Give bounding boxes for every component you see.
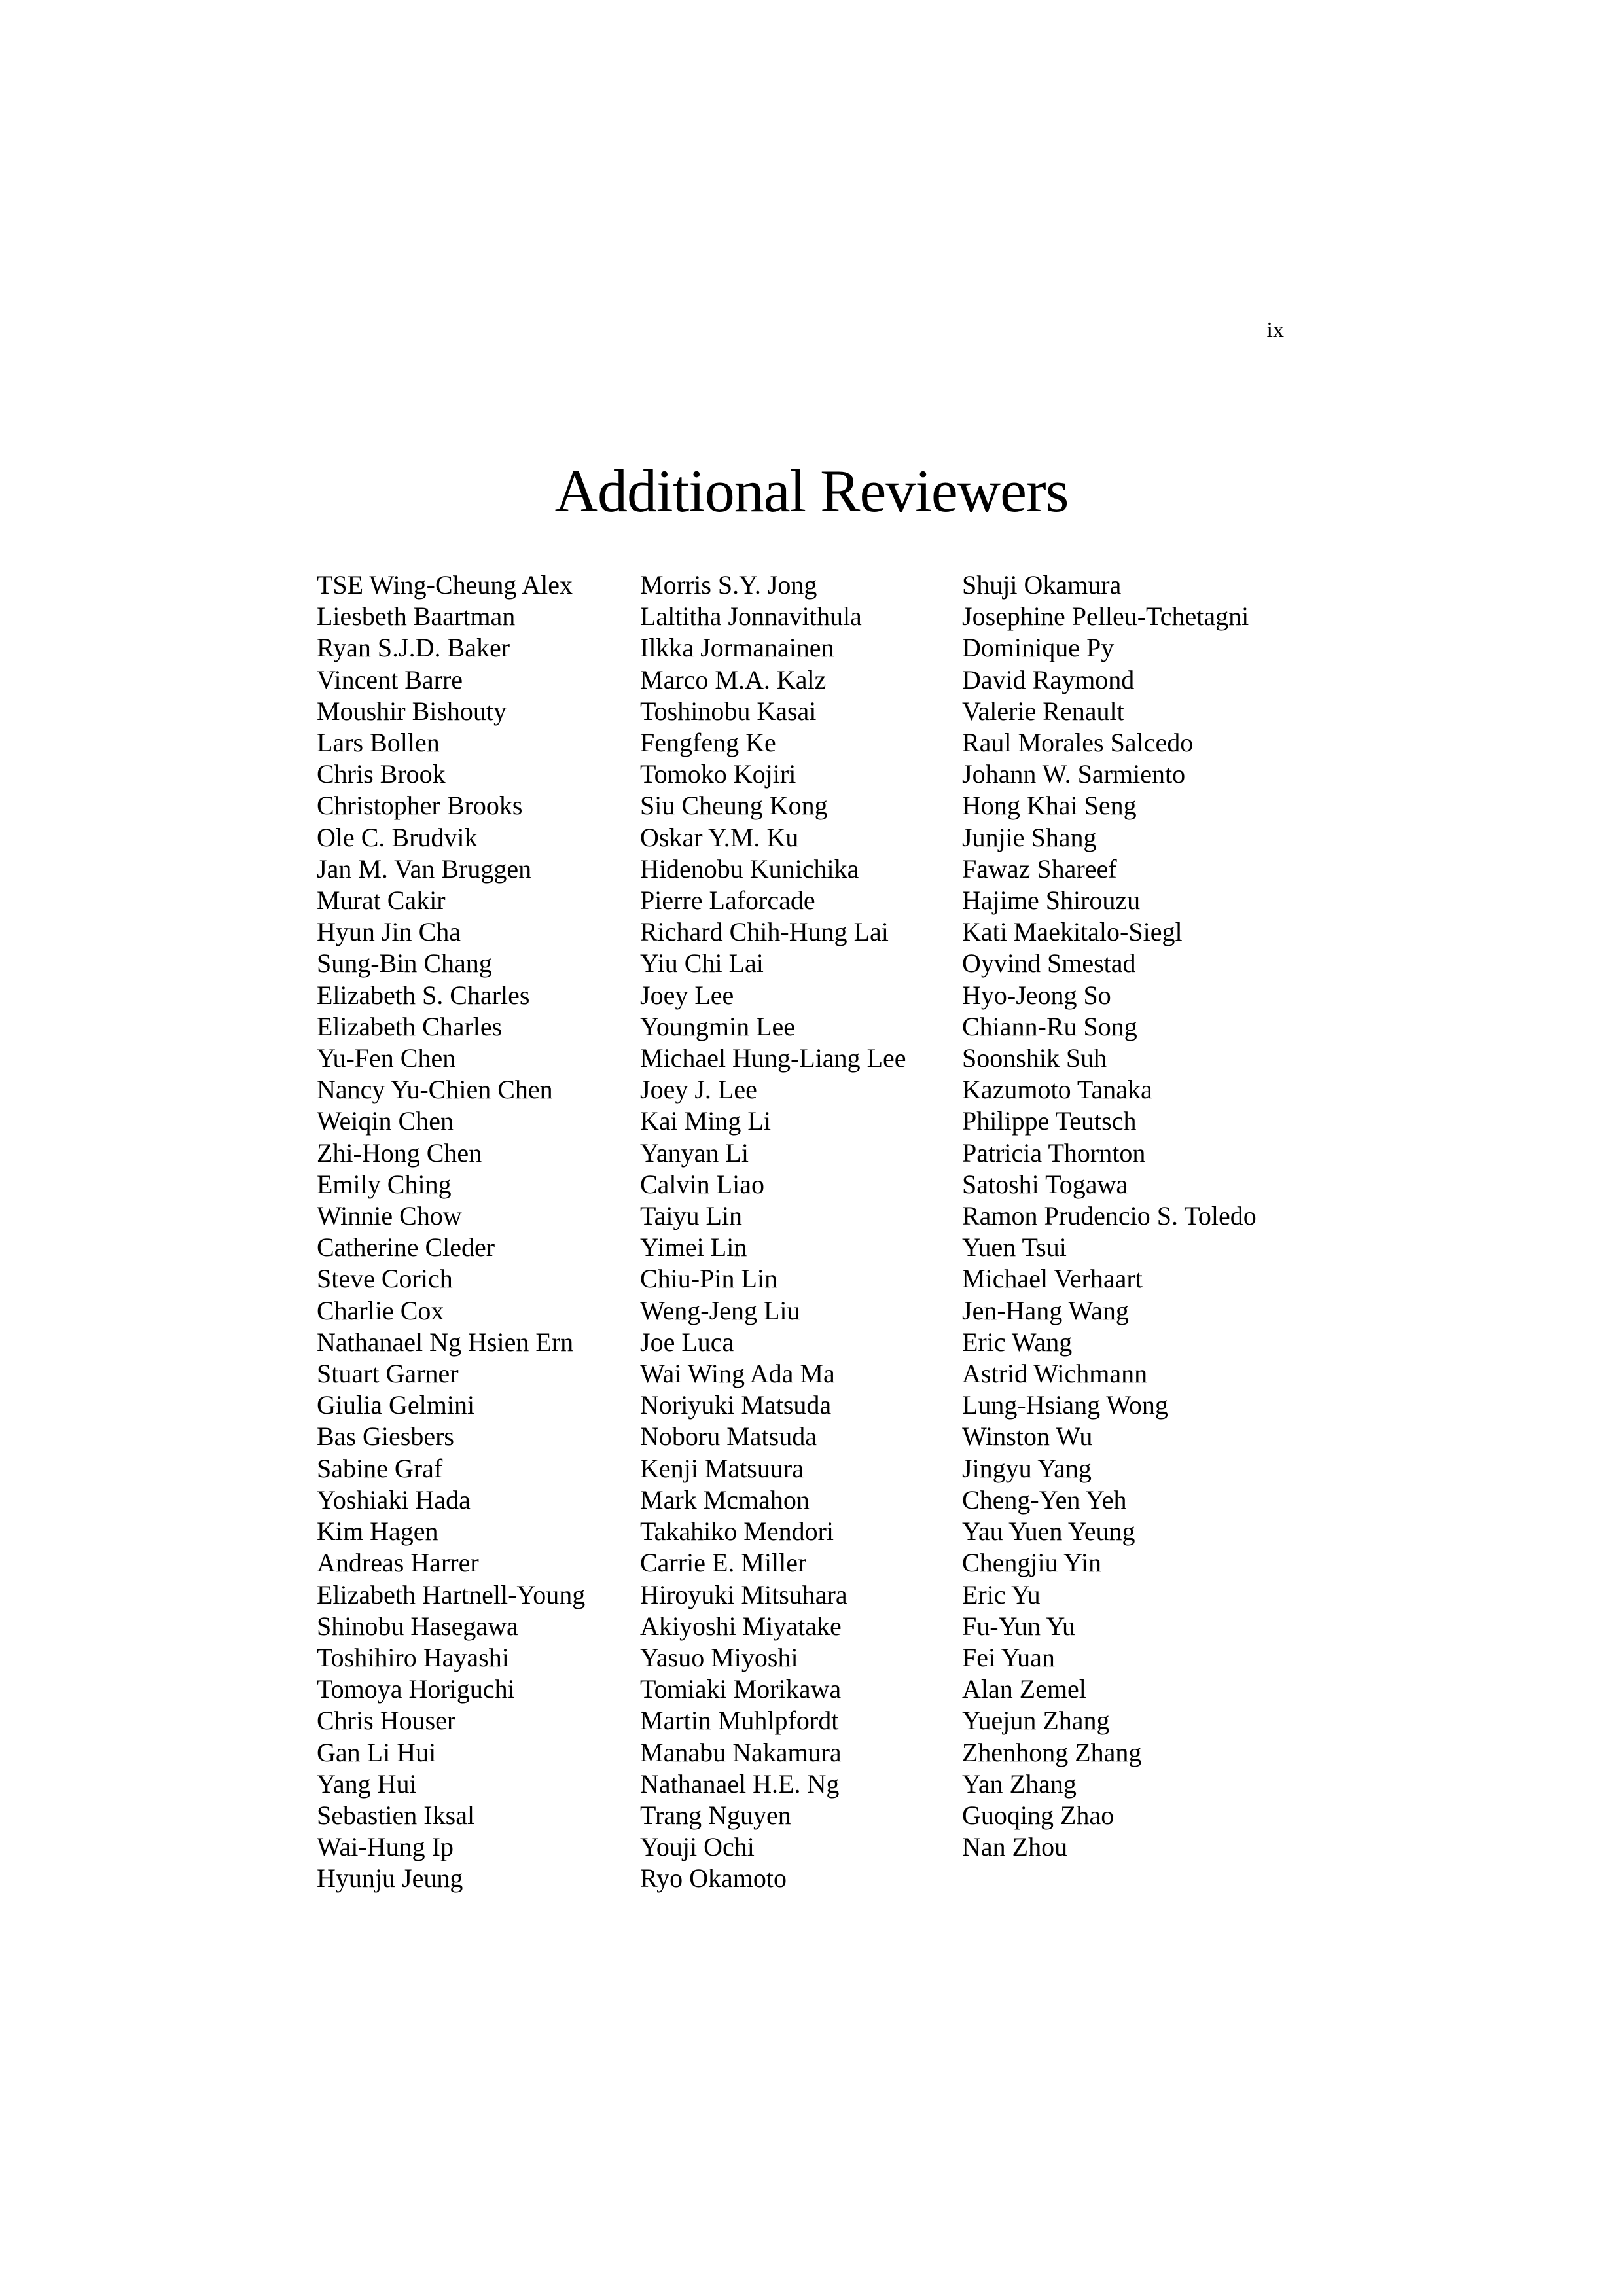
reviewer-name: Astrid Wichmann xyxy=(962,1359,1148,1389)
reviewer-name: Catherine Cleder xyxy=(317,1232,495,1263)
reviewer-name: Yoshiaki Hada xyxy=(317,1484,471,1515)
reviewer-name: Taiyu Lin xyxy=(640,1201,743,1231)
reviewer-name: Ryan S.J.D. Baker xyxy=(317,633,510,663)
reviewer-name: Guoqing Zhao xyxy=(962,1800,1115,1830)
reviewer-name: Morris S.Y. Jong xyxy=(640,570,817,600)
reviewer-name: Wai-Hung Ip xyxy=(317,1832,454,1862)
reviewer-name: Jingyu Yang xyxy=(962,1453,1092,1483)
reviewer-name: Mark Mcmahon xyxy=(640,1484,810,1515)
reviewer-name: Kazumoto Tanaka xyxy=(962,1075,1152,1105)
reviewer-name: Hiroyuki Mitsuhara xyxy=(640,1579,847,1609)
page-number: ix xyxy=(1266,318,1284,342)
reviewer-name: Weng-Jeng Liu xyxy=(640,1295,800,1325)
reviewer-name: Elizabeth S. Charles xyxy=(317,980,530,1010)
reviewer-name: Hyo-Jeong So xyxy=(962,980,1111,1010)
reviewer-name: Kati Maekitalo-Siegl xyxy=(962,917,1183,947)
reviewer-name: Junjie Shang xyxy=(962,822,1097,852)
reviewer-name: Vincent Barre xyxy=(317,664,463,694)
reviewer-name: Stuart Garner xyxy=(317,1359,459,1389)
reviewer-name: Joey Lee xyxy=(640,980,734,1010)
reviewer-name: Siu Cheung Kong xyxy=(640,791,828,821)
reviewer-name: Sebastien Iksal xyxy=(317,1800,475,1830)
reviewer-name: Valerie Renault xyxy=(962,696,1124,726)
reviewer-name: Laltitha Jonnavithula xyxy=(640,601,862,632)
reviewer-name: Zhi-Hong Chen xyxy=(317,1138,482,1168)
reviewer-name: Manabu Nakamura xyxy=(640,1737,842,1767)
reviewer-name: Nan Zhou xyxy=(962,1832,1068,1862)
reviewer-name: Alan Zemel xyxy=(962,1674,1086,1704)
reviewer-column-1 xyxy=(317,569,585,1895)
reviewer-name: Michael Verhaart xyxy=(962,1264,1143,1294)
reviewer-name: Yau Yuen Yeung xyxy=(962,1516,1135,1547)
reviewer-name: Hong Khai Seng xyxy=(962,791,1137,821)
reviewer-name: Yasuo Miyoshi xyxy=(640,1642,798,1672)
reviewer-name: Andreas Harrer xyxy=(317,1548,479,1578)
reviewer-name: Hidenobu Kunichika xyxy=(640,853,859,884)
page-title: Additional Reviewers xyxy=(554,457,1069,524)
reviewer-name: Philippe Teutsch xyxy=(962,1106,1137,1136)
reviewer-name: Liesbeth Baartman xyxy=(317,601,516,632)
reviewer-name: Steve Corich xyxy=(317,1264,453,1294)
reviewer-name: Satoshi Togawa xyxy=(962,1169,1128,1199)
reviewer-name: Kai Ming Li xyxy=(640,1106,771,1136)
reviewer-name: Shinobu Hasegawa xyxy=(317,1611,518,1641)
reviewer-name: David Raymond xyxy=(962,664,1135,694)
reviewer-name: Raul Morales Salcedo xyxy=(962,728,1194,758)
reviewer-name: Wai Wing Ada Ma xyxy=(640,1359,835,1389)
reviewer-name: Hyunju Jeung xyxy=(317,1863,463,1893)
reviewer-column-3 xyxy=(962,569,1257,1863)
reviewer-name: Joey J. Lee xyxy=(640,1075,757,1105)
reviewer-name: Pierre Laforcade xyxy=(640,886,815,916)
reviewer-name: Yan Zhang xyxy=(962,1768,1077,1799)
reviewer-name: Josephine Pelleu-Tchetagni xyxy=(962,601,1249,632)
reviewer-name: Marco M.A. Kalz xyxy=(640,664,827,694)
reviewer-name: Winnie Chow xyxy=(317,1201,462,1231)
reviewer-name: Toshihiro Hayashi xyxy=(317,1642,509,1672)
reviewer-name: Tomoko Kojiri xyxy=(640,759,796,789)
reviewer-name: Cheng-Yen Yeh xyxy=(962,1484,1127,1515)
reviewer-name: Jan M. Van Bruggen xyxy=(317,853,532,884)
reviewer-name: Kenji Matsuura xyxy=(640,1453,804,1483)
reviewer-name: Elizabeth Hartnell-Young xyxy=(317,1579,586,1609)
reviewer-name: Jen-Hang Wang xyxy=(962,1295,1129,1325)
reviewer-name: Elizabeth Charles xyxy=(317,1011,503,1041)
reviewer-name: Toshinobu Kasai xyxy=(640,696,817,726)
reviewer-name: Kim Hagen xyxy=(317,1516,438,1547)
reviewer-name: Nathanael H.E. Ng xyxy=(640,1768,840,1799)
reviewer-name: Yimei Lin xyxy=(640,1232,747,1263)
reviewer-name: Lung-Hsiang Wong xyxy=(962,1390,1168,1420)
reviewer-name: Oyvind Smestad xyxy=(962,948,1136,978)
reviewer-name: Ilkka Jormanainen xyxy=(640,633,834,663)
reviewer-name: Yang Hui xyxy=(317,1768,417,1799)
reviewer-name: Winston Wu xyxy=(962,1422,1093,1452)
reviewer-name: Trang Nguyen xyxy=(640,1800,791,1830)
reviewer-name: Fawaz Shareef xyxy=(962,853,1117,884)
reviewer-name: Gan Li Hui xyxy=(317,1737,437,1767)
reviewer-name: Soonshik Suh xyxy=(962,1043,1107,1073)
reviewer-name: Ramon Prudencio S. Toledo xyxy=(962,1201,1257,1231)
reviewer-name: Ole C. Brudvik xyxy=(317,822,478,852)
reviewer-name: Hyun Jin Cha xyxy=(317,917,461,947)
reviewer-name: Yuejun Zhang xyxy=(962,1706,1110,1736)
reviewer-name: Yiu Chi Lai xyxy=(640,948,764,978)
reviewer-name: Chiann-Ru Song xyxy=(962,1011,1137,1041)
reviewer-name: Martin Muhlpfordt xyxy=(640,1706,839,1736)
reviewer-name: Dominique Py xyxy=(962,633,1115,663)
reviewer-name: Fu-Yun Yu xyxy=(962,1611,1075,1641)
reviewer-name: Carrie E. Miller xyxy=(640,1548,807,1578)
reviewer-name: Giulia Gelmini xyxy=(317,1390,475,1420)
reviewer-name: Tomoya Horiguchi xyxy=(317,1674,515,1704)
reviewer-name: Yuen Tsui xyxy=(962,1232,1067,1263)
reviewer-name: Zhenhong Zhang xyxy=(962,1737,1142,1767)
reviewer-name: Johann W. Sarmiento xyxy=(962,759,1186,789)
reviewer-name: Charlie Cox xyxy=(317,1295,444,1325)
reviewer-name: Noboru Matsuda xyxy=(640,1422,817,1452)
reviewer-name: Fei Yuan xyxy=(962,1642,1055,1672)
reviewer-name: Yanyan Li xyxy=(640,1138,749,1168)
reviewer-name: Akiyoshi Miyatake xyxy=(640,1611,842,1641)
reviewer-name: Joe Luca xyxy=(640,1327,734,1357)
reviewer-name: Eric Yu xyxy=(962,1579,1041,1609)
reviewer-name: Emily Ching xyxy=(317,1169,452,1199)
reviewer-name: Patricia Thornton xyxy=(962,1138,1146,1168)
reviewer-name: Chengjiu Yin xyxy=(962,1548,1101,1578)
reviewer-name: Nancy Yu-Chien Chen xyxy=(317,1075,553,1105)
reviewer-name: Noriyuki Matsuda xyxy=(640,1390,832,1420)
reviewer-name: Chiu-Pin Lin xyxy=(640,1264,778,1294)
reviewer-name: Hajime Shirouzu xyxy=(962,886,1141,916)
reviewer-name: Youji Ochi xyxy=(640,1832,755,1862)
reviewer-name: Takahiko Mendori xyxy=(640,1516,834,1547)
reviewer-name: Oskar Y.M. Ku xyxy=(640,822,799,852)
reviewer-name: Fengfeng Ke xyxy=(640,728,776,758)
reviewer-name: Weiqin Chen xyxy=(317,1106,454,1136)
reviewer-name: Nathanael Ng Hsien Ern xyxy=(317,1327,574,1357)
reviewer-name: Eric Wang xyxy=(962,1327,1073,1357)
reviewer-name: Sung-Bin Chang xyxy=(317,948,492,978)
reviewer-name: Lars Bollen xyxy=(317,728,440,758)
reviewer-name: Chris Brook xyxy=(317,759,446,789)
reviewer-name: Ryo Okamoto xyxy=(640,1863,787,1893)
reviewer-name: Bas Giesbers xyxy=(317,1422,454,1452)
reviewer-name: Moushir Bishouty xyxy=(317,696,507,726)
reviewer-name: Murat Cakir xyxy=(317,886,446,916)
reviewer-name: Shuji Okamura xyxy=(962,570,1122,600)
reviewer-name: Richard Chih-Hung Lai xyxy=(640,917,889,947)
reviewer-name: Chris Houser xyxy=(317,1706,456,1736)
reviewer-name: Tomiaki Morikawa xyxy=(640,1674,842,1704)
reviewer-column-2 xyxy=(640,569,906,1895)
reviewer-name: TSE Wing-Cheung Alex xyxy=(317,570,573,600)
reviewer-name: Calvin Liao xyxy=(640,1169,764,1199)
reviewer-name: Michael Hung-Liang Lee xyxy=(640,1043,906,1073)
reviewer-name: Youngmin Lee xyxy=(640,1011,796,1041)
reviewer-name: Christopher Brooks xyxy=(317,791,523,821)
reviewer-name: Sabine Graf xyxy=(317,1453,443,1483)
reviewer-name: Yu-Fen Chen xyxy=(317,1043,456,1073)
